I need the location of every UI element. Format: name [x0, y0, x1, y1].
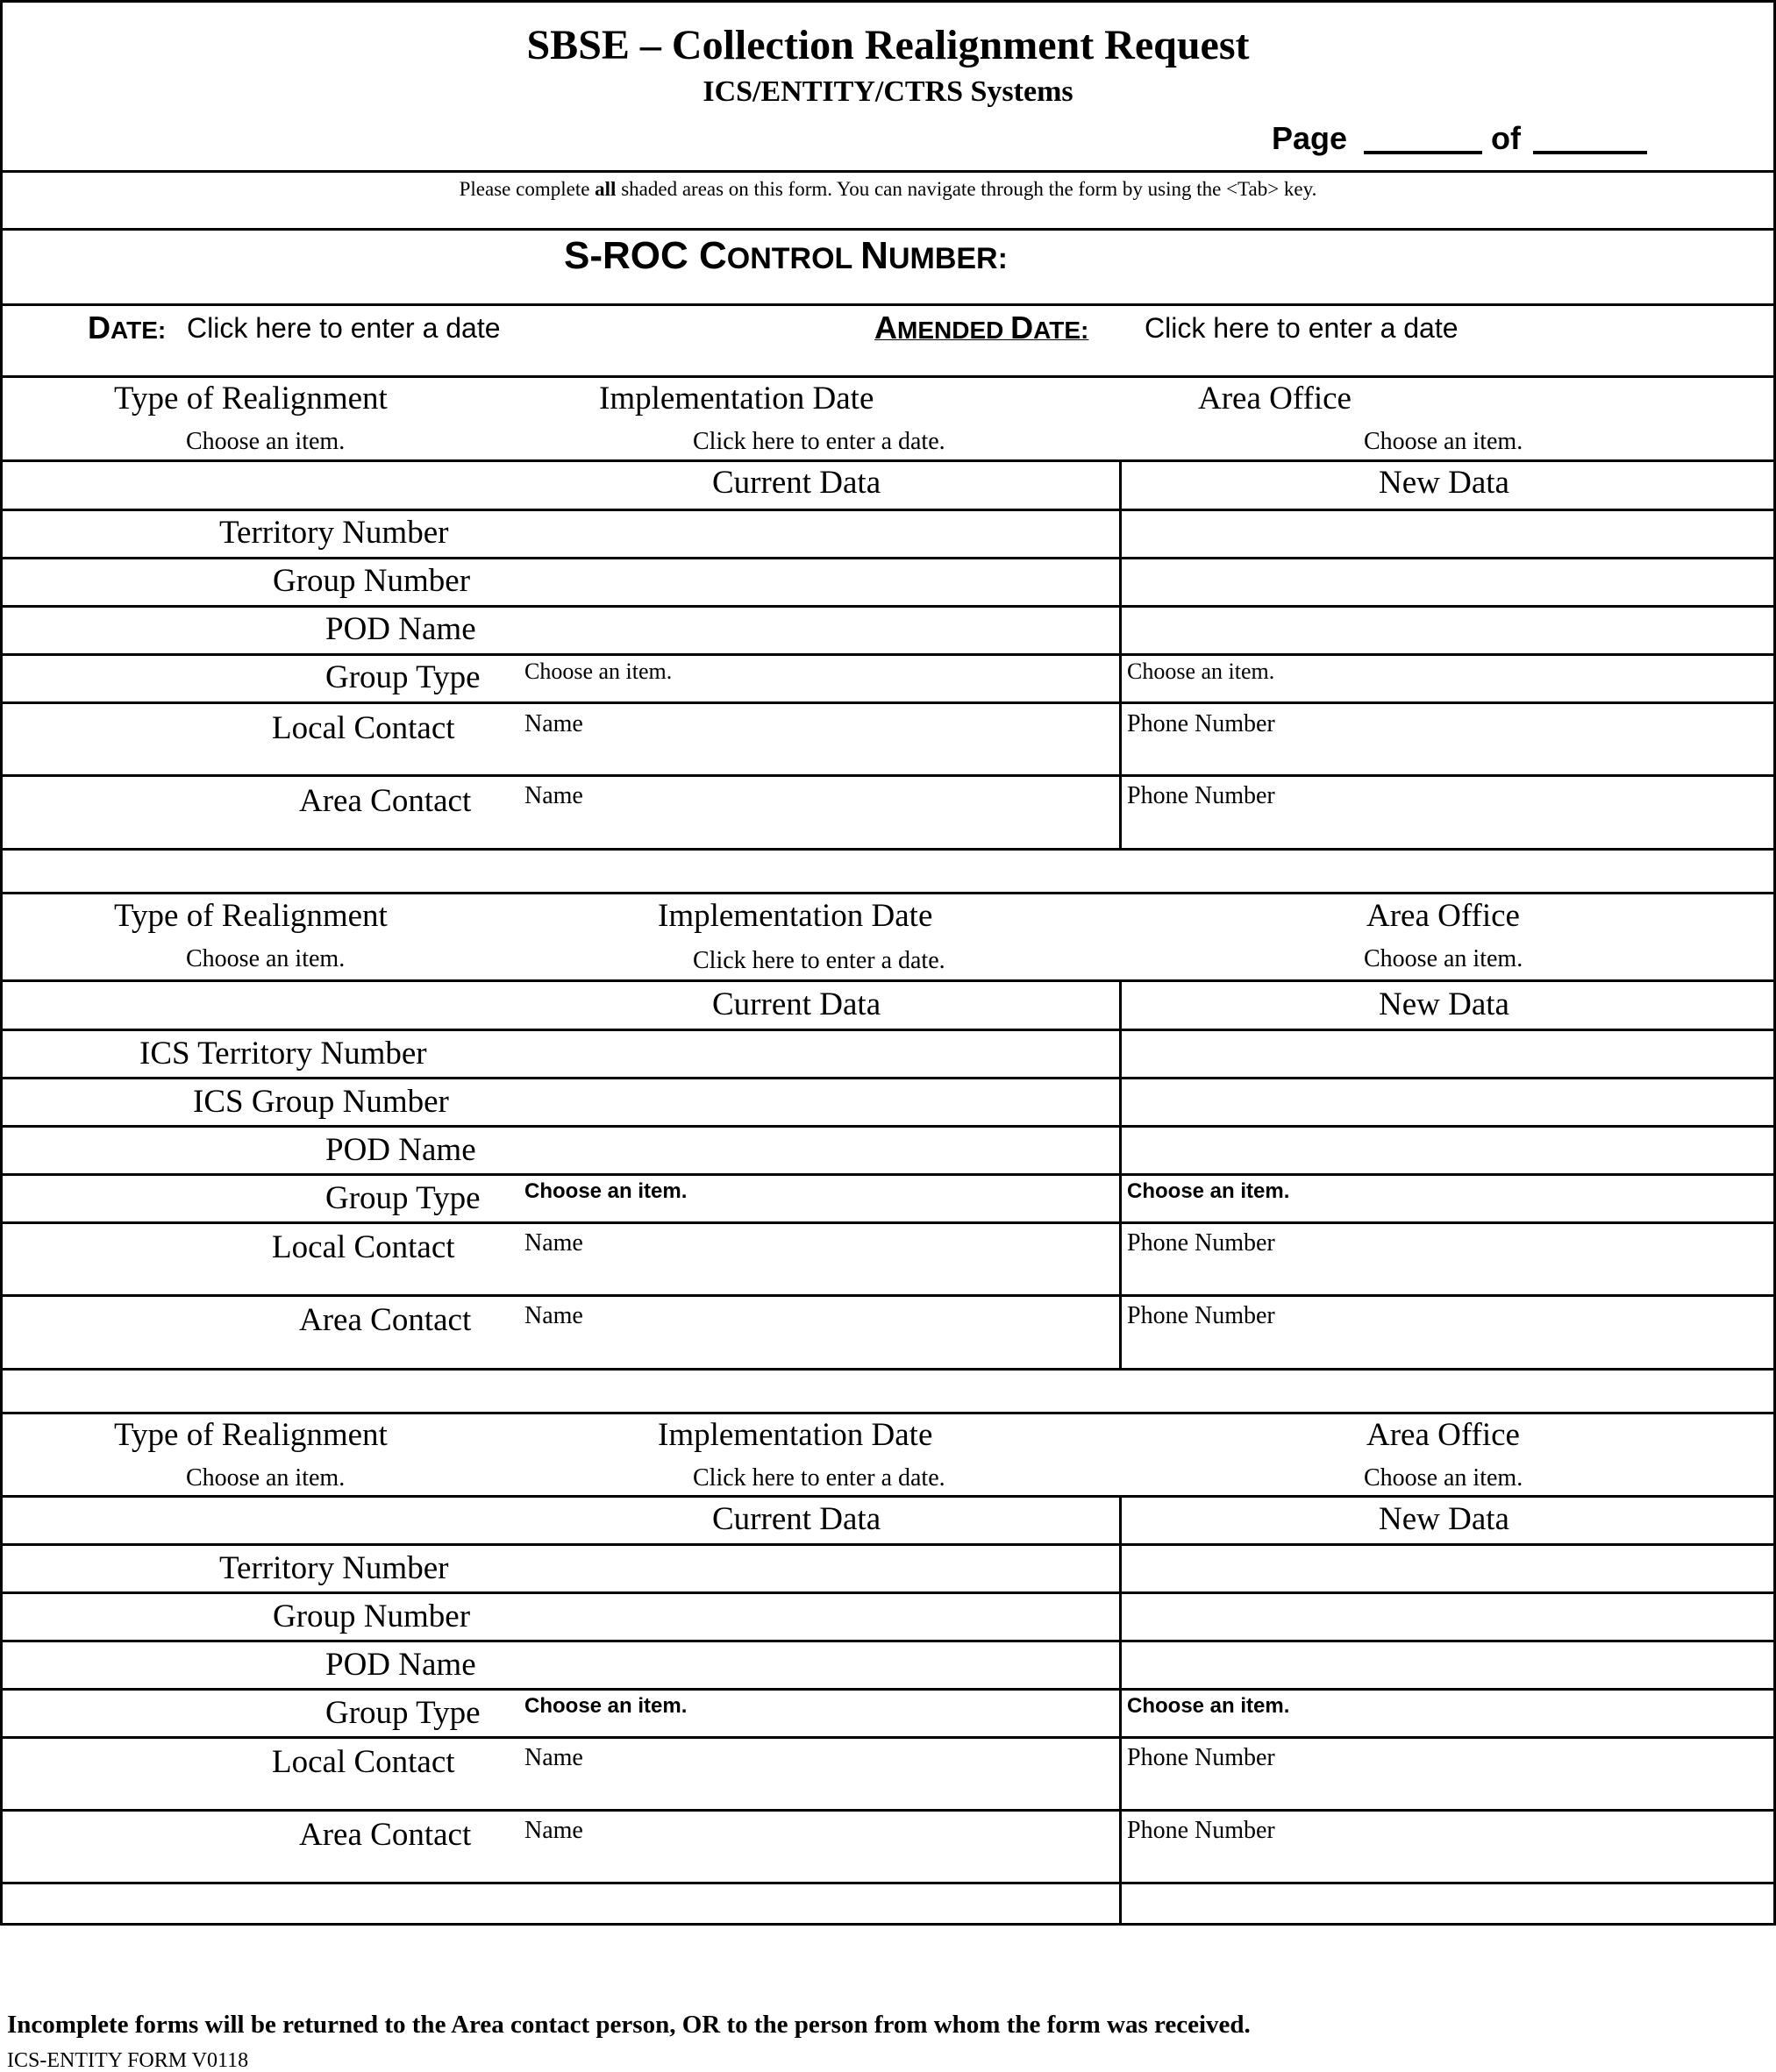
type-of-realignment-label: Type of Realignment — [114, 1417, 388, 1453]
instructions-text — [0, 179, 1776, 199]
pod-name-current-field[interactable] — [517, 609, 1114, 651]
territory-current-field[interactable] — [517, 1032, 1114, 1074]
group-number-label: ICS Group Number — [193, 1084, 449, 1120]
implementation-date-field[interactable]: Click here to enter a date. — [693, 1464, 945, 1492]
territory-new-field[interactable] — [1124, 512, 1769, 554]
area-office-label: Area Office — [1198, 381, 1352, 417]
territory-new-field[interactable] — [1124, 1032, 1769, 1074]
territory-new-field[interactable] — [1124, 1547, 1769, 1589]
group-number-current-field[interactable] — [517, 1080, 1114, 1122]
group-number-new-field[interactable] — [1124, 560, 1769, 602]
territory-number-label: Territory Number — [219, 515, 449, 551]
implementation-date-label: Implementation Date — [658, 898, 933, 934]
date-label: DATE: — [88, 310, 167, 345]
pod-name-current-field[interactable] — [517, 1643, 1114, 1685]
implementation-date-field[interactable]: Click here to enter a date. — [693, 947, 945, 974]
area-contact-label: Area Contact — [299, 1817, 472, 1853]
page-label: Page — [1272, 120, 1348, 156]
pod-name-new-field[interactable] — [1124, 609, 1769, 651]
local-contact-label: Local Contact — [272, 1744, 455, 1780]
implementation-date-label: Implementation Date — [599, 381, 874, 417]
area-office-label: Area Office — [1366, 898, 1520, 934]
local-contact-name-field[interactable]: Name — [524, 1229, 583, 1257]
control-number-label: S-ROC CONTROL NUMBER: — [564, 234, 1008, 277]
area-office-select[interactable]: Choose an item. — [1364, 1464, 1523, 1492]
current-data-header: Current Data — [712, 1501, 881, 1537]
local-contact-label: Local Contact — [272, 1229, 455, 1265]
group-type-current-select[interactable]: Choose an item. — [524, 1694, 688, 1718]
instructions-pre: Please complete — [459, 178, 596, 200]
area-contact-phone-field[interactable]: Phone Number — [1127, 1817, 1275, 1844]
local-contact-phone-field[interactable]: Phone Number — [1127, 710, 1275, 737]
type-of-realignment-select[interactable]: Choose an item. — [186, 1464, 346, 1492]
group-type-new-select[interactable]: Choose an item. — [1127, 659, 1275, 684]
new-data-header: New Data — [1379, 986, 1509, 1022]
group-type-current-select[interactable]: Choose an item. — [524, 1179, 688, 1203]
current-data-header: Current Data — [712, 986, 881, 1022]
area-contact-name-field[interactable]: Name — [524, 1302, 583, 1329]
pod-name-current-field[interactable] — [517, 1129, 1114, 1171]
local-contact-name-field[interactable]: Name — [524, 1744, 583, 1771]
group-number-label: Group Number — [273, 1599, 471, 1634]
group-type-new-select[interactable]: Choose an item. — [1127, 1179, 1290, 1203]
pod-name-new-field[interactable] — [1124, 1129, 1769, 1171]
new-data-header: New Data — [1379, 465, 1509, 501]
incomplete-forms-note: Incomplete forms will be returned to the Area contact person, OR to the person from whom the form was received. — [7, 2011, 1251, 2039]
pod-name-label: POD Name — [325, 611, 476, 647]
group-type-current-select[interactable]: Choose an item. — [524, 659, 673, 684]
form-id: ICS-ENTITY FORM V0118 — [7, 2049, 249, 2072]
area-office-select[interactable]: Choose an item. — [1364, 945, 1523, 972]
form-title: SBSE – Collection Realignment Request — [526, 22, 1250, 68]
area-contact-label: Area Contact — [299, 1302, 472, 1338]
group-number-new-field[interactable] — [1124, 1595, 1769, 1637]
implementation-date-label: Implementation Date — [658, 1417, 933, 1453]
territory-number-label: ICS Territory Number — [139, 1036, 427, 1072]
local-contact-name-field[interactable]: Name — [524, 710, 583, 737]
area-office-label: Area Office — [1366, 1417, 1520, 1453]
pod-name-label: POD Name — [325, 1647, 476, 1683]
territory-current-field[interactable] — [517, 512, 1114, 554]
area-office-select[interactable]: Choose an item. — [1364, 428, 1523, 455]
form-subtitle: ICS/ENTITY/CTRS Systems — [703, 75, 1073, 108]
group-type-new-select[interactable]: Choose an item. — [1127, 1694, 1290, 1718]
current-data-header: Current Data — [712, 465, 881, 501]
instructions-post: shaded areas on this form. You can navigate through the form by using the <Tab> key. — [616, 178, 1317, 200]
area-contact-phone-field[interactable]: Phone Number — [1127, 1302, 1275, 1329]
local-contact-phone-field[interactable]: Phone Number — [1127, 1229, 1275, 1257]
area-contact-name-field[interactable]: Name — [524, 782, 583, 809]
pod-name-label: POD Name — [325, 1132, 476, 1168]
page-number-field[interactable] — [1364, 151, 1482, 154]
total-pages-field[interactable] — [1533, 151, 1647, 154]
type-of-realignment-select[interactable]: Choose an item. — [186, 945, 346, 972]
type-of-realignment-label: Type of Realignment — [114, 381, 388, 417]
implementation-date-field[interactable]: Click here to enter a date. — [693, 428, 945, 455]
group-number-current-field[interactable] — [517, 1595, 1114, 1637]
of-label: of — [1491, 120, 1521, 156]
group-number-label: Group Number — [273, 563, 471, 599]
type-of-realignment-label: Type of Realignment — [114, 898, 388, 934]
group-type-label: Group Type — [325, 1695, 481, 1731]
local-contact-phone-field[interactable]: Phone Number — [1127, 1744, 1275, 1771]
amended-date-field[interactable]: Click here to enter a date — [1145, 312, 1459, 344]
new-data-header: New Data — [1379, 1501, 1509, 1537]
group-type-label: Group Type — [325, 659, 481, 695]
local-contact-label: Local Contact — [272, 710, 455, 746]
group-number-new-field[interactable] — [1124, 1080, 1769, 1122]
date-field[interactable]: Click here to enter a date — [187, 312, 501, 344]
territory-current-field[interactable] — [517, 1547, 1114, 1589]
control-number-field[interactable] — [1044, 235, 1710, 279]
instructions-bold: all — [595, 178, 617, 200]
type-of-realignment-select[interactable]: Choose an item. — [186, 428, 346, 455]
area-contact-name-field[interactable]: Name — [524, 1817, 583, 1844]
pod-name-new-field[interactable] — [1124, 1643, 1769, 1685]
area-contact-label: Area Contact — [299, 783, 472, 819]
amended-date-label: AMENDED DATE: — [874, 310, 1089, 345]
territory-number-label: Territory Number — [219, 1550, 449, 1586]
group-type-label: Group Type — [325, 1180, 481, 1216]
area-contact-phone-field[interactable]: Phone Number — [1127, 782, 1275, 809]
group-number-current-field[interactable] — [517, 560, 1114, 602]
